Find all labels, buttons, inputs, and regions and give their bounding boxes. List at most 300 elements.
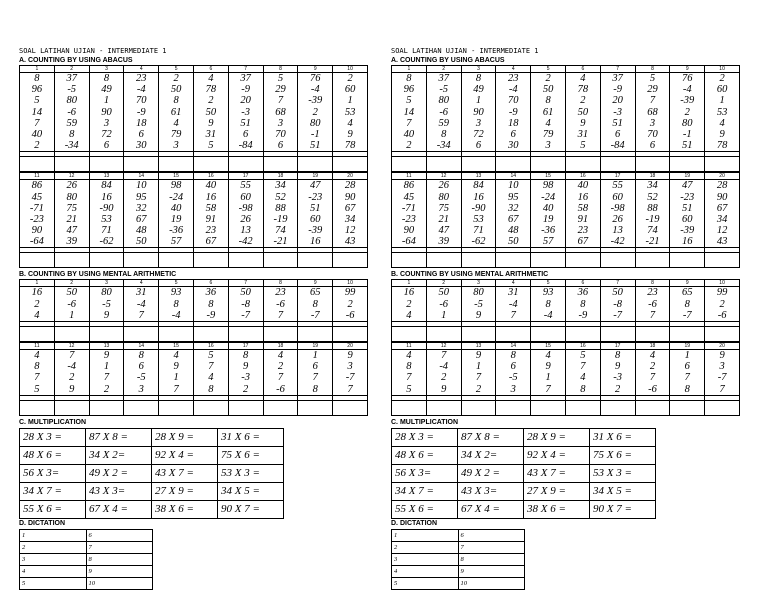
question-column [228, 343, 263, 396]
answer-cell[interactable] [263, 400, 298, 415]
dictation-row [392, 529, 525, 541]
operand: 4 [173, 350, 179, 361]
numbers-row [392, 343, 740, 396]
answer-cell[interactable] [461, 327, 496, 342]
operand: 1 [545, 372, 551, 384]
answer-cell[interactable] [159, 253, 194, 268]
dictation-answer-cell[interactable]: 7 [86, 541, 153, 553]
dictation-answer-cell[interactable]: 4 [20, 565, 87, 577]
answer-cell[interactable] [496, 327, 531, 342]
operand: 20 [240, 95, 251, 107]
dictation-answer-cell[interactable]: 2 [392, 541, 459, 553]
operand: 8 [173, 298, 179, 310]
operand: 40 [170, 202, 182, 214]
operand: -5 [67, 84, 77, 96]
dictation-answer-cell[interactable]: 6 [458, 529, 525, 541]
answer-cell[interactable] [159, 327, 194, 342]
multiplication-problem[interactable]: 43 X 3= [458, 482, 524, 500]
operand: 8 [69, 128, 75, 140]
question-number: 17 [601, 173, 635, 180]
answer-cell[interactable] [392, 253, 427, 268]
answer-cell[interactable] [531, 253, 566, 268]
operand: 91 [205, 213, 217, 225]
dictation-row [20, 541, 153, 553]
dictation-answer-cell[interactable]: 9 [86, 565, 153, 577]
answer-cell[interactable] [89, 157, 124, 172]
question-number: 16 [194, 343, 228, 350]
question-number: 9 [298, 280, 332, 287]
question-column [531, 173, 566, 248]
answer-cell[interactable] [426, 327, 461, 342]
answer-cell[interactable] [635, 400, 670, 415]
answer-cell[interactable] [54, 157, 89, 172]
operand: 67 [577, 236, 589, 248]
operand: -4 [508, 84, 518, 96]
operand: 50 [240, 287, 251, 299]
multiplication-problem[interactable]: 92 X 4 = [524, 446, 590, 464]
operand: 13 [240, 225, 251, 237]
answer-cell[interactable] [228, 327, 263, 342]
operand: -9 [613, 84, 623, 96]
question-column [159, 280, 194, 322]
operand: -7 [717, 372, 727, 384]
multiplication-problem[interactable]: 38 X 6 = [152, 500, 218, 518]
operand: 48 [136, 225, 147, 237]
operand: 60 [682, 213, 693, 225]
answer-cell[interactable] [600, 400, 635, 415]
question-number: 11 [20, 173, 54, 180]
operand: -36 [541, 225, 556, 237]
dictation-answer-cell[interactable]: 10 [86, 577, 153, 589]
operand: 5 [208, 140, 214, 152]
answer-cell[interactable] [54, 327, 89, 342]
operand: -71 [29, 202, 44, 214]
answer-cell[interactable] [20, 400, 55, 415]
dictation-answer-cell[interactable]: 7 [458, 541, 525, 553]
answer-cell[interactable] [565, 253, 600, 268]
multiplication-problem[interactable]: 53 X 3 = [590, 464, 656, 482]
answer-cell[interactable] [89, 400, 124, 415]
answer-cell[interactable] [89, 327, 124, 342]
answer-cell[interactable] [392, 400, 427, 415]
operand: 9 [719, 350, 725, 361]
multiplication-row [20, 464, 284, 482]
operand: 7 [34, 117, 40, 129]
operand: 4 [406, 350, 412, 361]
operand: 67 [344, 202, 356, 214]
answer-cell[interactable] [705, 253, 740, 268]
question-column [263, 280, 298, 322]
answer-cell[interactable] [461, 400, 496, 415]
multiplication-problem[interactable]: 28 X 9 = [524, 428, 590, 446]
operand: 58 [577, 202, 589, 214]
question-column [124, 343, 159, 396]
multiplication-problem[interactable]: 38 X 6 = [524, 500, 590, 518]
operand: 2 [475, 383, 482, 395]
dictation-answer-cell[interactable]: 6 [86, 529, 153, 541]
multiplication-row [392, 464, 656, 482]
answer-cell[interactable] [496, 253, 531, 268]
operand: -19 [273, 213, 288, 225]
answer-cell[interactable] [426, 157, 461, 172]
operand: 8 [684, 298, 690, 310]
operand: 9 [243, 361, 249, 373]
operand: -64 [29, 236, 44, 248]
answer-cell[interactable] [228, 157, 263, 172]
operand: 3 [173, 140, 179, 152]
question-column [670, 280, 705, 322]
operand: -7 [345, 372, 355, 384]
operand: 84 [473, 180, 484, 192]
operand: 48 [508, 225, 519, 237]
answer-cell[interactable] [263, 157, 298, 172]
operand: 9 [347, 128, 353, 140]
operand: -9 [206, 309, 216, 321]
answer-cell[interactable] [531, 327, 566, 342]
multiplication-problem[interactable]: 27 X 9 = [524, 482, 590, 500]
operand: -42 [238, 236, 253, 248]
multiplication-problem[interactable]: 90 X 7 = [590, 500, 656, 518]
operand: 5 [406, 383, 412, 395]
question-column [705, 280, 740, 322]
answer-cell[interactable] [670, 253, 705, 268]
answer-cell[interactable] [705, 157, 740, 172]
answer-cell[interactable] [20, 253, 55, 268]
operand: 5 [580, 140, 586, 152]
numbers-row [392, 66, 740, 152]
multiplication-row [392, 446, 656, 464]
operand: 3 [103, 117, 110, 129]
multiplication-problem[interactable]: 53 X 3 = [218, 464, 284, 482]
multiplication-problem[interactable]: 34 X 5 = [590, 482, 656, 500]
answer-cell[interactable] [670, 327, 705, 342]
multiplication-problem[interactable]: 27 X 9 = [152, 482, 218, 500]
question-column [298, 173, 333, 248]
operand: 26 [66, 180, 77, 192]
dictation-answer-cell[interactable]: 8 [458, 553, 525, 565]
dictation-answer-cell[interactable]: 8 [86, 553, 153, 565]
operand: 13 [612, 225, 623, 237]
operand: 3 [347, 361, 353, 373]
operand: 7 [138, 309, 144, 321]
question-column [124, 280, 159, 322]
operand: -62 [99, 236, 114, 248]
multiplication-problem[interactable]: 34 X 2= [86, 446, 152, 464]
operand: 86 [403, 180, 415, 192]
answer-cell[interactable] [333, 253, 368, 268]
operand: 70 [275, 128, 286, 140]
answer-cell[interactable] [565, 157, 600, 172]
multiplication-problem[interactable]: 34 X 2= [458, 446, 524, 464]
answer-cell[interactable] [496, 400, 531, 415]
dictation-answer-cell[interactable]: 9 [458, 565, 525, 577]
answer-cell[interactable] [600, 327, 635, 342]
question-column [54, 66, 89, 152]
question-number: 7 [601, 280, 635, 287]
multiplication-problem[interactable]: 87 X 8 = [86, 428, 152, 446]
operand: -21 [273, 236, 288, 248]
operand: 58 [205, 202, 217, 214]
operand: 8 [34, 361, 40, 373]
answer-row [20, 400, 368, 415]
dictation-answer-cell[interactable]: 4 [392, 565, 459, 577]
operand: -7 [682, 309, 692, 321]
operand: 86 [31, 180, 43, 192]
answer-cell[interactable] [392, 157, 427, 172]
operand: 51 [240, 117, 251, 129]
operand: 16 [403, 287, 415, 299]
operand: 74 [275, 225, 286, 237]
answer-cell[interactable] [670, 400, 705, 415]
operand: 5 [34, 383, 40, 395]
operand: 80 [66, 95, 77, 107]
operand: -6 [648, 298, 657, 310]
answer-cell[interactable] [531, 400, 566, 415]
operand: 65 [310, 287, 321, 299]
question-column [298, 343, 333, 396]
dictation-answer-cell[interactable]: 3 [20, 553, 87, 565]
answer-cell[interactable] [333, 400, 368, 415]
multiplication-problem[interactable]: 55 X 6 = [20, 500, 86, 518]
operand: 2 [103, 383, 110, 395]
question-column [228, 280, 263, 322]
operand: 23 [508, 73, 519, 84]
operand: 8 [684, 383, 690, 395]
operand: 72 [473, 128, 484, 140]
operand: -4 [67, 361, 77, 373]
answer-cell[interactable] [705, 400, 740, 415]
answer-cell[interactable] [298, 327, 333, 342]
operand: 5 [34, 95, 40, 107]
answer-cell[interactable] [426, 400, 461, 415]
operand: -34 [436, 140, 451, 152]
answer-cell[interactable] [228, 400, 263, 415]
answer-cell[interactable] [54, 253, 89, 268]
answer-cell[interactable] [159, 400, 194, 415]
operand: 1 [441, 309, 447, 321]
operand: 67 [205, 236, 217, 248]
operand: 37 [240, 73, 251, 84]
operand: 51 [682, 202, 693, 214]
answer-cell[interactable] [705, 327, 740, 342]
multiplication-problem[interactable]: 67 X 4 = [458, 500, 524, 518]
answer-cell[interactable] [263, 253, 298, 268]
multiplication-problem[interactable]: 31 X 6 = [218, 428, 284, 446]
operand: -62 [471, 236, 486, 248]
answer-cell[interactable] [193, 327, 228, 342]
operand: 70 [647, 128, 658, 140]
question-number: 9 [298, 66, 332, 73]
answer-cell[interactable] [635, 253, 670, 268]
operand: -8 [241, 298, 251, 310]
multiplication-problem[interactable]: 87 X 8 = [458, 428, 524, 446]
question-column [298, 280, 333, 322]
answer-cell[interactable] [124, 327, 159, 342]
answer-cell[interactable] [426, 253, 461, 268]
operand: 16 [473, 191, 484, 203]
question-column [600, 66, 635, 152]
multiplication-problem[interactable]: 56 X 3= [20, 464, 86, 482]
question-number: 14 [496, 173, 530, 180]
answer-cell[interactable] [392, 327, 427, 342]
multiplication-problem[interactable]: 48 X 6 = [392, 446, 458, 464]
question-number: 13 [462, 343, 496, 350]
operand: 99 [716, 287, 728, 299]
answer-cell[interactable] [20, 157, 55, 172]
operand: 6 [615, 128, 621, 140]
numbers-row [392, 280, 740, 322]
answer-cell[interactable] [670, 157, 705, 172]
operand: 98 [542, 180, 554, 192]
answer-cell[interactable] [298, 157, 333, 172]
operand: 5 [580, 350, 586, 361]
answer-cell[interactable] [565, 327, 600, 342]
operand: 2 [719, 73, 725, 84]
answer-cell[interactable] [20, 327, 55, 342]
answer-cell[interactable] [54, 400, 89, 415]
answer-cell[interactable] [600, 157, 635, 172]
multiplication-problem[interactable]: 28 X 3 = [392, 428, 458, 446]
operand: 9 [475, 309, 482, 321]
dictation-answer-cell[interactable]: 10 [458, 577, 525, 589]
operand: -24 [541, 191, 556, 203]
dictation-answer-cell[interactable]: 1 [20, 529, 87, 541]
answer-cell[interactable] [496, 157, 531, 172]
section-b-heading: B. COUNTING BY USING MENTAL ARITHMETIC [391, 271, 549, 279]
operand: 52 [647, 191, 658, 203]
operand: 9 [719, 128, 725, 140]
multiplication-problem[interactable]: 75 X 6 = [218, 446, 284, 464]
question-number: 3 [90, 280, 124, 287]
answer-cell[interactable] [124, 157, 159, 172]
question-number: 11 [392, 343, 426, 350]
operand: 6 [138, 361, 144, 373]
multiplication-problem[interactable]: 43 X 3= [86, 482, 152, 500]
multiplication-problem[interactable]: 55 X 6 = [392, 500, 458, 518]
question-number: 19 [298, 343, 332, 350]
operand: 7 [545, 383, 551, 395]
multiplication-problem[interactable]: 49 X 2 = [86, 464, 152, 482]
operand: 34 [647, 180, 658, 192]
multiplication-problem[interactable]: 56 X 3= [392, 464, 458, 482]
answer-cell[interactable] [193, 253, 228, 268]
section-d-heading: D. DICTATION [19, 519, 66, 527]
answer-cell[interactable] [159, 157, 194, 172]
operand: 75 [66, 202, 77, 214]
operand: 7 [312, 372, 318, 384]
operand: 50 [612, 287, 623, 299]
operand: 55 [240, 180, 251, 192]
multiplication-problem[interactable]: 31 X 6 = [590, 428, 656, 446]
operand: 7 [277, 95, 284, 107]
numbers-row [20, 173, 368, 248]
question-column [461, 343, 496, 396]
question-column [89, 66, 124, 152]
dictation-answer-cell[interactable]: 3 [392, 553, 459, 565]
operand: 50 [542, 84, 554, 96]
answer-cell[interactable] [635, 327, 670, 342]
answer-cell[interactable] [193, 400, 228, 415]
answer-cell[interactable] [124, 400, 159, 415]
multiplication-problem[interactable]: 34 X 5 = [218, 482, 284, 500]
question-number: 6 [194, 280, 228, 287]
multiplication-problem[interactable]: 43 X 7 = [152, 464, 218, 482]
question-number: 20 [705, 173, 739, 180]
operand: 9 [173, 361, 179, 373]
operand: 16 [682, 236, 693, 248]
question-column [20, 280, 55, 322]
multiplication-problem[interactable]: 34 X 7 = [20, 482, 86, 500]
answer-cell[interactable] [263, 327, 298, 342]
operand: 43 [716, 236, 728, 248]
answer-cell[interactable] [298, 400, 333, 415]
dictation-answer-cell[interactable]: 2 [20, 541, 87, 553]
dictation-answer-cell[interactable]: 1 [392, 529, 459, 541]
operand: 9 [69, 383, 75, 395]
operand: 80 [66, 191, 77, 203]
operand: 71 [101, 225, 112, 237]
operand: 1 [347, 95, 353, 107]
dictation-answer-cell[interactable]: 5 [392, 577, 459, 589]
multiplication-problem[interactable]: 90 X 7 = [218, 500, 284, 518]
multiplication-row [20, 428, 284, 446]
dictation-answer-cell[interactable]: 5 [20, 577, 87, 589]
operand: 2 [545, 73, 551, 84]
answer-cell[interactable] [333, 157, 368, 172]
operand: 10 [508, 180, 519, 192]
answer-cell[interactable] [228, 253, 263, 268]
question-number: 4 [124, 66, 158, 73]
answer-cell[interactable] [89, 253, 124, 268]
multiplication-problem[interactable]: 75 X 6 = [590, 446, 656, 464]
question-column [392, 173, 427, 248]
operand: -64 [401, 236, 416, 248]
multiplication-problem[interactable]: 49 X 2 = [458, 464, 524, 482]
answer-cell[interactable] [298, 253, 333, 268]
answer-row [392, 157, 740, 172]
operand: 8 [406, 361, 412, 373]
answer-cell[interactable] [461, 157, 496, 172]
question-column [124, 66, 159, 152]
answer-cell[interactable] [565, 400, 600, 415]
operand: 93 [170, 287, 182, 299]
operand: 32 [136, 202, 147, 214]
operand: 67 [508, 213, 519, 225]
answer-cell[interactable] [333, 327, 368, 342]
multiplication-problem[interactable]: 34 X 7 = [392, 482, 458, 500]
answer-cell[interactable] [461, 253, 496, 268]
multiplication-problem[interactable]: 92 X 4 = [152, 446, 218, 464]
question-number: 9 [670, 280, 704, 287]
multiplication-problem[interactable]: 28 X 9 = [152, 428, 218, 446]
multiplication-problem[interactable]: 28 X 3 = [20, 428, 86, 446]
multiplication-problem[interactable]: 48 X 6 = [20, 446, 86, 464]
operand: 2 [208, 95, 214, 107]
answer-cell[interactable] [635, 157, 670, 172]
operand: 7 [580, 361, 586, 373]
operand: 4 [649, 350, 656, 361]
answer-cell[interactable] [124, 253, 159, 268]
answer-cell[interactable] [531, 157, 566, 172]
operand: -4 [310, 84, 320, 96]
answer-cell[interactable] [600, 253, 635, 268]
answer-cell[interactable] [193, 157, 228, 172]
multiplication-problem[interactable]: 43 X 7 = [524, 464, 590, 482]
operand: 29 [647, 84, 658, 96]
multiplication-problem[interactable]: 67 X 4 = [86, 500, 152, 518]
question-column [228, 173, 263, 248]
operand: 8 [615, 350, 621, 361]
